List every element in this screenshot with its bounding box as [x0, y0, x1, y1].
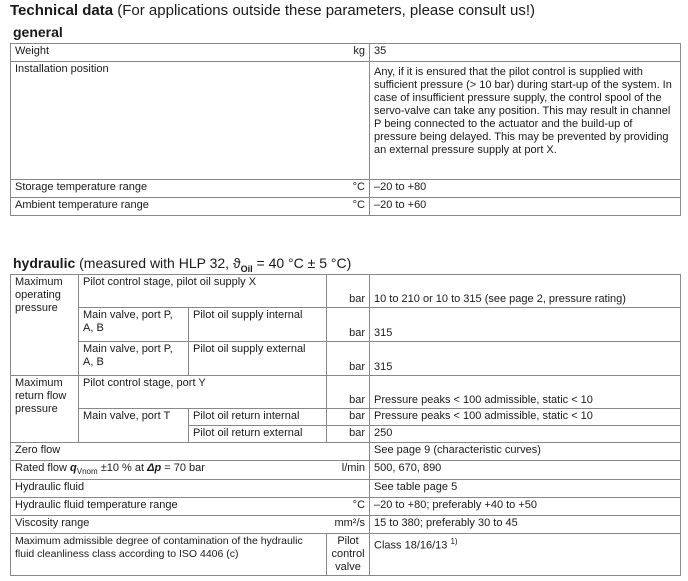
table-row	[11, 44, 681, 62]
rated-flow-post: = 70 bar	[161, 462, 205, 474]
section-heading-general	[13, 24, 63, 40]
label-cell	[11, 44, 370, 62]
sub-label: Main valve, port P, A, B	[79, 342, 189, 376]
row-unit: °C	[352, 499, 366, 512]
row-label: Installation position	[15, 63, 109, 75]
title-note: (For applications outside these parameters, please consult us!)	[117, 2, 535, 19]
table-row	[11, 342, 681, 376]
mode-label: Pilot oil supply internal	[189, 308, 327, 342]
page-title	[10, 2, 535, 19]
table-row	[11, 180, 681, 198]
unit: bar	[327, 308, 370, 342]
row-value: 500, 670, 890	[370, 461, 681, 480]
row-value: 15 to 380; preferably 30 to 45	[370, 516, 681, 534]
label-cell	[11, 498, 370, 516]
row-label: Viscosity range	[15, 517, 90, 530]
hydraulic-heading-bold: hydraulic	[13, 255, 76, 271]
table-row	[11, 480, 681, 498]
contamination-value	[370, 534, 681, 576]
row-label: Zero flow	[11, 443, 370, 461]
label-cell	[11, 198, 370, 216]
label-cell	[11, 62, 370, 180]
row-label: Weight	[15, 45, 50, 57]
max-operating-pressure-label: Maximum operating pressure	[11, 275, 79, 376]
sub-label: Main valve, port T	[79, 409, 189, 443]
rated-flow-label	[11, 461, 370, 480]
unit: bar	[327, 376, 370, 409]
general-heading-text: general	[13, 24, 63, 40]
row-label: Hydraulic fluid temperature range	[15, 499, 178, 512]
sub-label: Pilot control stage, port Y	[79, 376, 327, 409]
mode-label: Pilot oil return internal	[189, 409, 327, 426]
unit: bar	[327, 342, 370, 376]
rated-flow-pre: Rated flow	[15, 462, 71, 474]
unit: bar	[327, 426, 370, 443]
sub-label: Pilot control stage, pilot oil supply X	[79, 275, 327, 308]
unit: bar	[327, 409, 370, 426]
row-unit: °C	[352, 181, 365, 193]
row-unit: mm²/s	[334, 517, 366, 530]
row-label: Hydraulic fluid	[11, 480, 370, 498]
row-value: –20 to +60	[370, 198, 681, 216]
hydraulic-heading-text-2: = 40 °C ± 5 °C)	[252, 255, 352, 271]
value: 315	[370, 308, 681, 342]
row-value: –20 to +80	[370, 180, 681, 198]
hydraulic-heading-text: (measured with HLP 32, ϑ	[79, 255, 241, 271]
table-row	[11, 516, 681, 534]
value: Pressure peaks < 100 admissible, static < 10	[370, 376, 681, 409]
label-cell	[11, 180, 370, 198]
table-row	[11, 498, 681, 516]
title-bold: Technical data	[10, 2, 114, 19]
label-cell	[11, 516, 370, 534]
table-row	[11, 308, 681, 342]
row-value: Any, if it is ensured that the pilot control is supplied with sufficient pressure (> 10 bar) during start-up of the system. In case of insufficient pressure supply, the control spool of the servo-valve can take any position. This may result in channel P being connected to the actuator and the build-up of pressure being delayed. This may be prevented by providing an external pressure supply at port X.	[370, 62, 681, 180]
value: 10 to 210 or 10 to 315 (see page 2, pressure rating)	[370, 275, 681, 308]
row-value: See page 9 (characteristic curves)	[370, 443, 681, 461]
contamination-unit: Pilot control valve	[327, 534, 370, 576]
row-label: Storage temperature range	[15, 181, 148, 193]
table-row	[11, 198, 681, 216]
rated-flow-mid: ±10 % at	[97, 462, 148, 474]
row-label: Ambient temperature range	[15, 199, 149, 211]
contamination-footnote: 1)	[450, 537, 458, 547]
section-heading-hydraulic	[13, 255, 351, 274]
general-table	[10, 43, 681, 216]
hydraulic-table	[10, 274, 681, 576]
table-row	[11, 534, 681, 576]
unit: bar	[327, 275, 370, 308]
table-row	[11, 275, 681, 308]
table-row	[11, 443, 681, 461]
contamination-class: Class 18/16/13	[374, 539, 448, 552]
row-value: 35	[370, 44, 681, 62]
value: 315	[370, 342, 681, 376]
mode-label: Pilot oil supply external	[189, 342, 327, 376]
rated-flow-q: q	[70, 462, 77, 474]
row-unit: °C	[352, 199, 365, 211]
rated-flow-dp: Δp	[147, 462, 162, 474]
hydraulic-heading-sub: Oil	[240, 263, 253, 274]
row-value: See table page 5	[370, 480, 681, 498]
rated-flow-q-sub: Vnom	[76, 467, 98, 477]
row-value: –20 to +80; preferably +40 to +50	[370, 498, 681, 516]
row-unit: kg	[353, 45, 365, 57]
contamination-label: Maximum admissible degree of contamination of the hydraulic fluid cleanliness class according to ISO 4406 (c)	[11, 534, 327, 576]
value: 250	[370, 426, 681, 443]
table-row	[11, 409, 681, 426]
table-row	[11, 62, 681, 180]
mode-label: Pilot oil return external	[189, 426, 327, 443]
table-row	[11, 461, 681, 480]
max-return-pressure-label: Maximum return flow pressure	[11, 376, 79, 443]
sub-label: Main valve, port P, A, B	[79, 308, 189, 342]
row-unit: l/min	[341, 462, 366, 474]
value: Pressure peaks < 100 admissible, static < 10	[370, 409, 681, 426]
table-row	[11, 376, 681, 409]
